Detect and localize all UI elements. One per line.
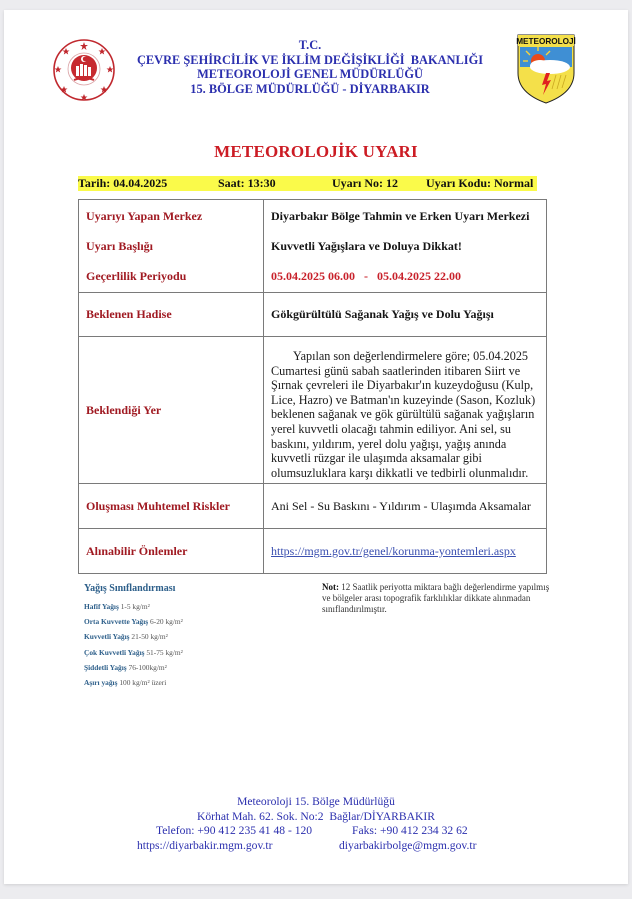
class-name: Kuvvetli Yağış [84, 632, 130, 642]
risks-label: Oluşması Muhtemel Riskler [79, 484, 264, 529]
header-directorate: METEOROLOJİ GENEL MÜDÜRLÜĞÜ [197, 67, 423, 81]
class-range: 76-100kg/m² [128, 662, 167, 672]
classification-row [84, 632, 284, 647]
event-value: Gökgürültülü Sağanak Yağış ve Dolu Yağışı [264, 293, 547, 337]
class-range: 51-75 kg/m² [146, 647, 183, 657]
location-description: Yapılan son değerlendirmelere göre; 05.04.2025 Cumartesi günü sabah saatlerinden itibaren Siirt ve Şırnak çevreleri ile Diyarbakır'ın kuzeydoğusu (Kulp, Lice, Hazro) ve Batman'ın kuzeyinde (Sason, Kozluk) beklenen sağanak ve gök gürültülü sağanak yağışların yerel kuvvetli olacağı tahmin ediliyor. Ani sel, su baskını, yıldırım, yerel dolu yağışı, yağış anında kuvvetli rüzgar ile ulaşımda aksamalar gibi olumsuzluklara karşı dikkatli ve tedbirli olunmalıdır. [271, 349, 536, 480]
warning-info-bar [78, 176, 537, 191]
measures-label: Alınabilir Önlemler [79, 529, 264, 574]
document-title: METEOROLOJİK UYARI [214, 142, 418, 161]
class-name: Hafif Yağış [84, 602, 119, 611]
table-row [79, 200, 547, 293]
header-tc: T.C. [298, 38, 322, 52]
classification-row [84, 602, 284, 617]
footer-website[interactable]: https://diyarbakir.mgm.gov.tr [137, 838, 273, 852]
event-label: Beklenen Hadise [79, 293, 264, 337]
meteoroloji-logo-text: METEOROLOJİ [516, 37, 576, 46]
class-range: 21-50 kg/m² [131, 632, 168, 642]
classification-row [84, 648, 284, 663]
classification-title: Yağış Sınıflandırması [84, 583, 176, 594]
class-name: Orta Kuvvette Yağış [84, 617, 149, 627]
warning-date: Tarih: 04.04.2025 [78, 176, 168, 190]
contact-footer [0, 795, 632, 853]
warning-number: Uyarı No: 12 [332, 176, 398, 190]
issuer-value: Diyarbakır Bölge Tahmin ve Erken Uyarı Merkezi [271, 209, 530, 223]
class-name: Şiddetli Yağış [84, 662, 127, 672]
classification-row [84, 678, 284, 693]
classification-row [84, 617, 284, 632]
footer-fax: Faks: +90 412 234 32 62 [352, 824, 468, 838]
validity-label: Geçerlilik Periyodu [86, 269, 187, 283]
table-row [79, 293, 547, 337]
warning-time: Saat: 13:30 [218, 176, 276, 190]
headline-label: Uyarı Başlığı [86, 239, 154, 253]
footer-email[interactable]: diyarbakirbolge@mgm.gov.tr [339, 838, 477, 852]
classification-note [322, 582, 554, 615]
headline-value: Kuvvetli Yağışlara ve Doluya Dikkat! [271, 239, 462, 253]
table-row [79, 484, 547, 529]
header-ministry: ÇEVRE ŞEHİRCİLİK VE İKLİM DEĞİŞİKLİĞİ BAKANLIĞI [136, 52, 484, 67]
note-label: Not: [322, 582, 339, 592]
table-row [79, 337, 547, 484]
header-region: 15. BÖLGE MÜDÜRLÜĞÜ - DİYARBAKIR [190, 81, 430, 96]
footer-address: Körhat Mah. 62. Sok. No:2 Bağlar/DİYARBAKIR [197, 809, 435, 823]
issuer-label: Uyarıyı Yapan Merkez [86, 209, 203, 223]
footer-org: Meteoroloji 15. Bölge Müdürlüğü [237, 795, 395, 808]
ministry-emblem-icon [52, 38, 116, 102]
classification-row [84, 663, 284, 678]
risks-value: Ani Sel - Su Baskını - Yıldırım - Ulaşımda Aksamalar [264, 484, 547, 529]
location-label: Beklendiği Yer [79, 337, 264, 484]
ministry-header [120, 38, 500, 96]
measures-link[interactable]: https://mgm.gov.tr/genel/korunma-yontemleri.aspx [271, 543, 516, 558]
warning-details-table [78, 199, 547, 574]
footer-phone: Telefon: +90 412 235 41 48 - 120 [156, 824, 313, 838]
class-range: 100 kg/m² üzeri [119, 677, 167, 687]
note-text: 12 Saatlik periyotta miktara bağlı değerlendirme yapılmış ve bölgeler arası topografik farklılıklar dikkate alınmadan sınıflandırılmıştır. [322, 582, 550, 614]
warning-code: Uyarı Kodu: Normal [426, 176, 534, 190]
class-range: 6-20 kg/m² [150, 617, 183, 627]
precipitation-classification [84, 583, 284, 693]
validity-value: 05.04.2025 06.00 - 05.04.2025 22.00 [271, 269, 461, 283]
class-range: 1-5 kg/m² [120, 602, 150, 611]
table-row [79, 529, 547, 574]
meteoroloji-logo-icon [516, 33, 576, 105]
class-name: Çok Kuvvetli Yağış [84, 647, 145, 657]
class-name: Aşırı yağış [84, 677, 118, 687]
